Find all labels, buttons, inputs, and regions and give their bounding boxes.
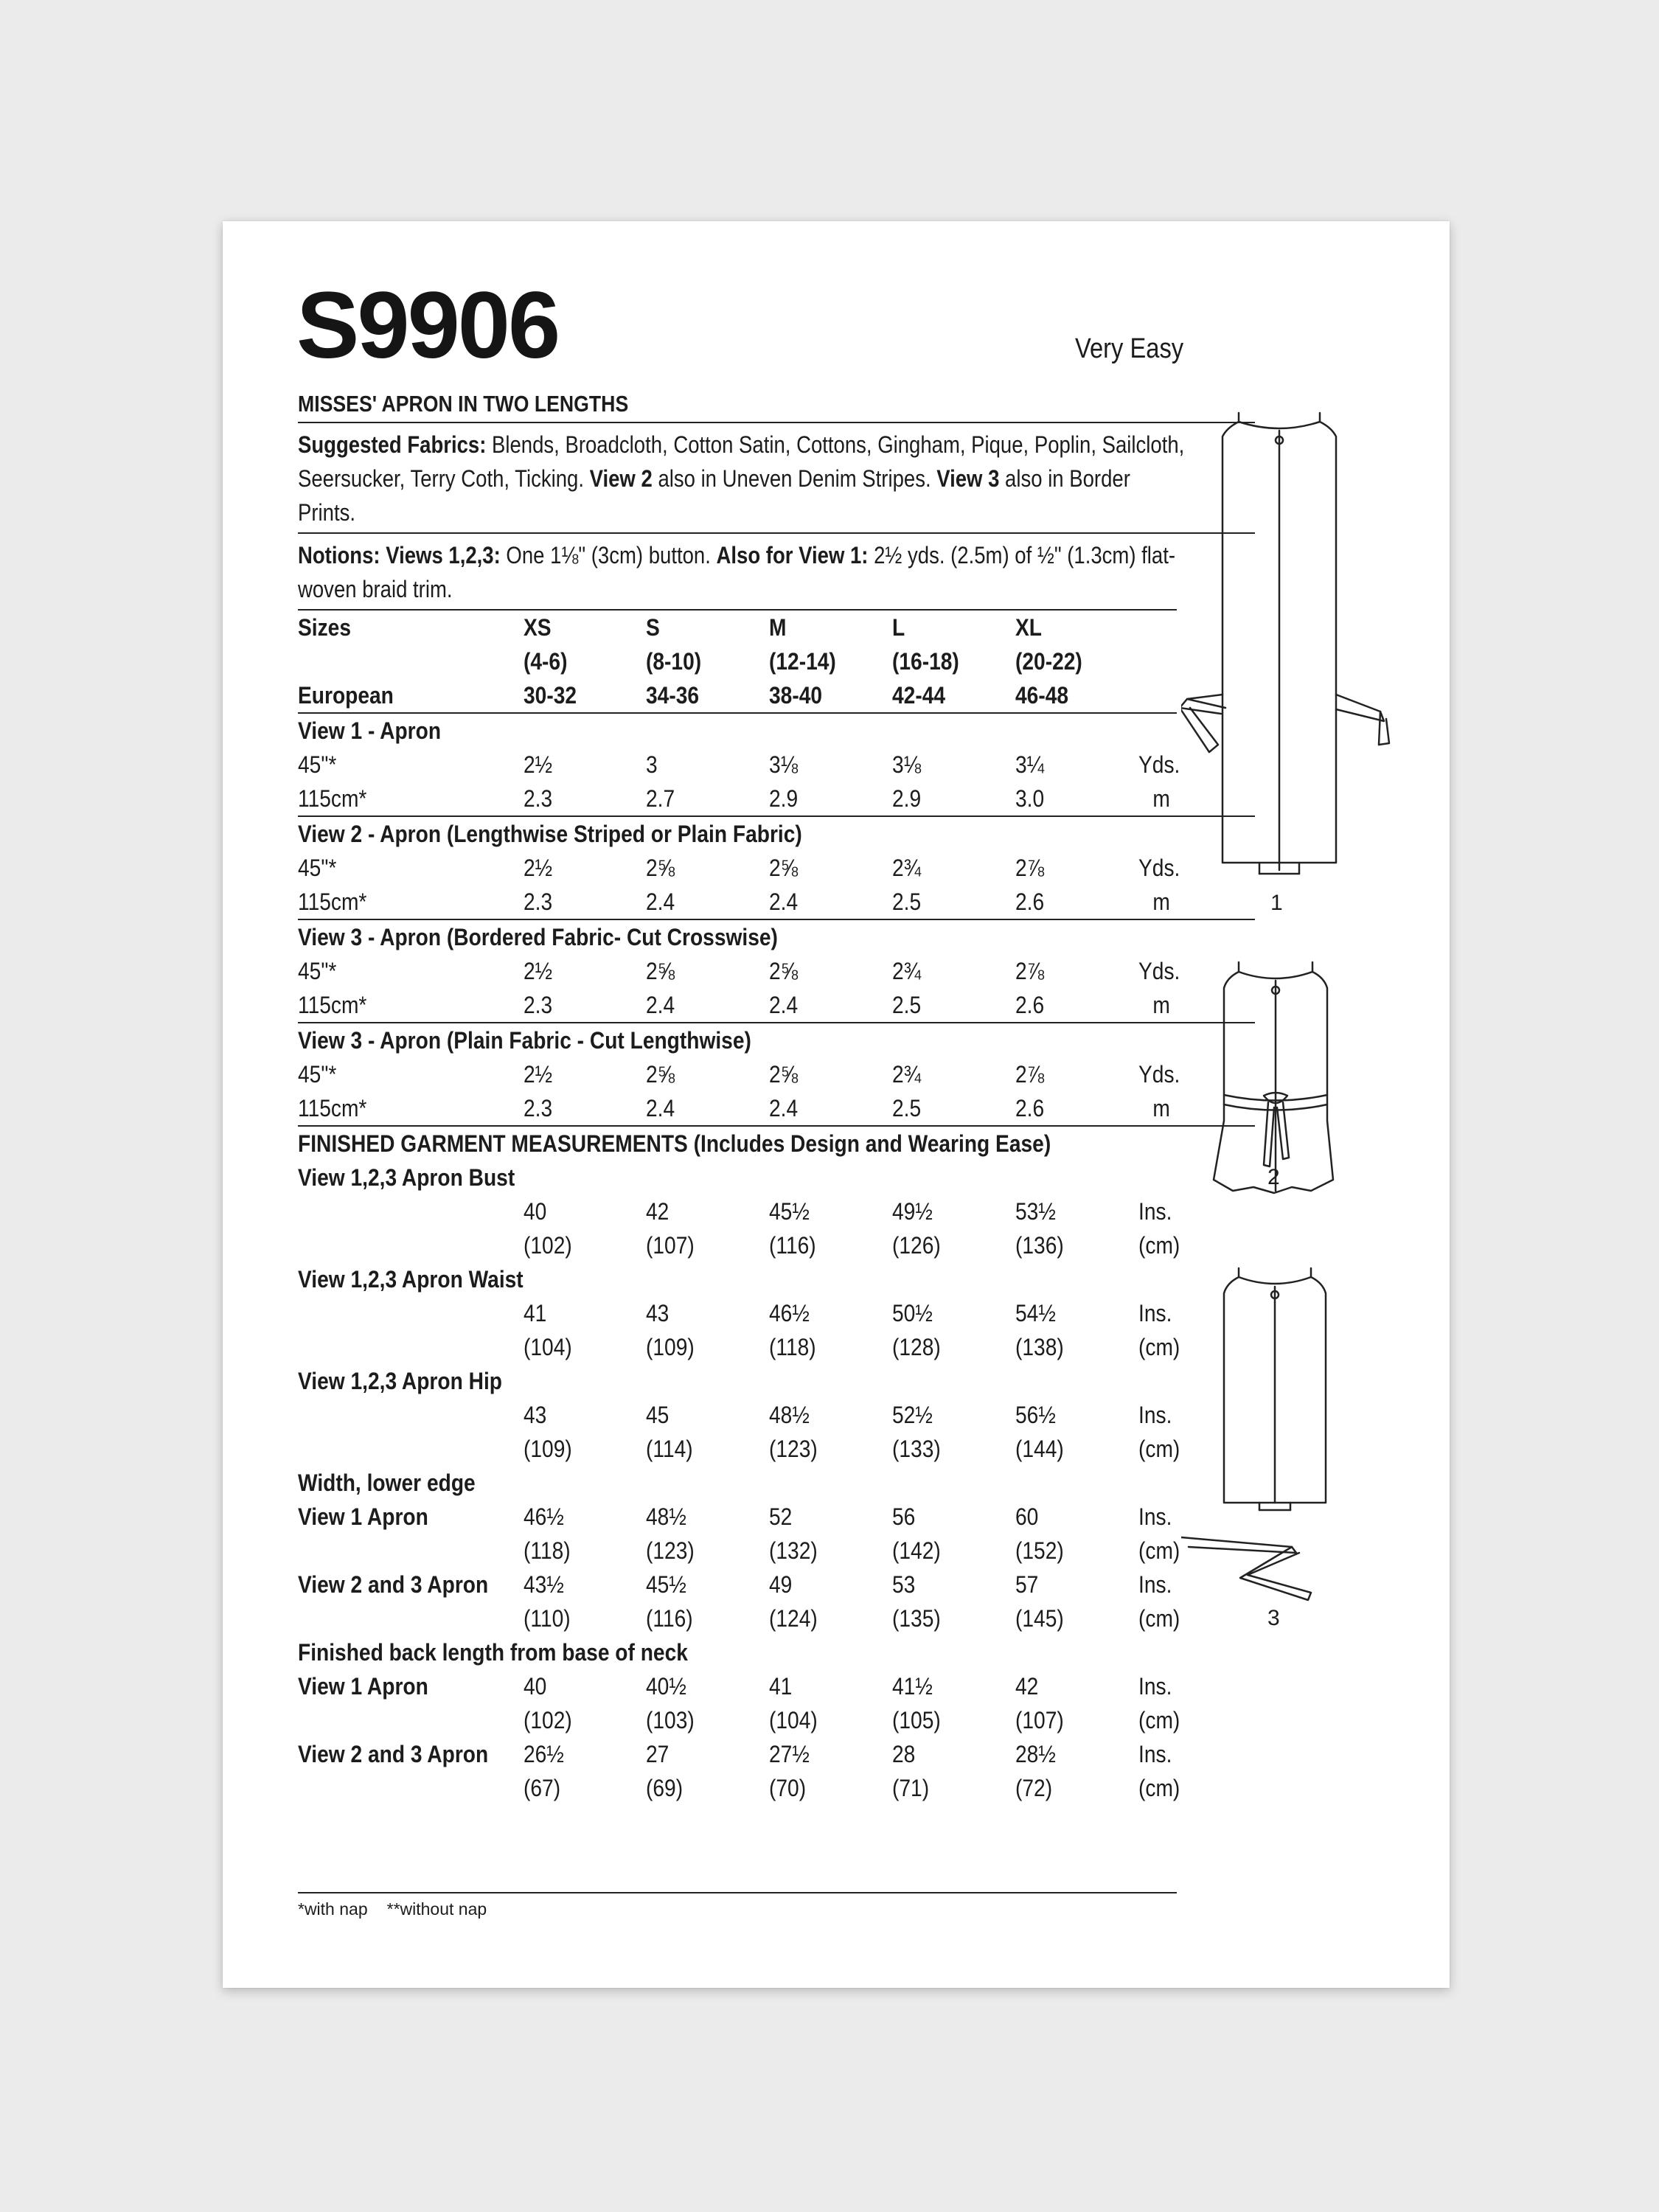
size-range: (12-14) xyxy=(769,648,837,675)
divider xyxy=(298,532,1255,534)
size-range: (8-10) xyxy=(646,648,702,675)
size-range: (20-22) xyxy=(1015,648,1082,675)
size-range: (4-6) xyxy=(523,648,567,675)
fabrics-text: Blends, Broadcloth, Cotton Satin, Cottons, Gingham, Pique, Poplin, Sailcloth, Seersucker, Terry Coth, Ticking. xyxy=(298,431,1185,492)
fabric-width-label: 45"* xyxy=(298,751,337,778)
fabric-width-label: 115cm* xyxy=(298,785,367,812)
view-illustrations xyxy=(1181,398,1447,1652)
view1-drawing xyxy=(1181,413,1389,874)
unit-label: Ins. xyxy=(1138,1198,1172,1225)
unit-label: Ins. xyxy=(1138,1741,1172,1767)
european-size: 34-36 xyxy=(646,682,700,709)
yardage-row: 45"* 2½ 2⅝ 2⅝ 2¾ 2⅞ Yds. xyxy=(298,851,1255,885)
fabrics-view2-label: View 2 xyxy=(589,465,653,492)
fabric-width-label: 115cm* xyxy=(298,1095,367,1121)
unit-label: Yds. xyxy=(1138,855,1180,881)
measurement-cm-row: (102) (103) (104) (105) (107) (cm) xyxy=(298,1703,1255,1737)
measurement-ins-row: 41 43 46½ 50½ 54½ Ins. xyxy=(298,1296,1255,1330)
unit-label: (cm) xyxy=(1138,1537,1180,1564)
yardage-section-title: View 2 - Apron (Lengthwise Striped or Plain Fabric) xyxy=(298,821,802,847)
size-l: L xyxy=(892,614,905,641)
unit-label: Ins. xyxy=(1138,1571,1172,1598)
unit-label: Ins. xyxy=(1138,1503,1172,1530)
unit-label: Ins. xyxy=(1138,1402,1172,1428)
fabric-width-label: 45"* xyxy=(298,855,337,881)
view-number-2: 2 xyxy=(1267,1165,1280,1189)
measurement-ins-row: View 1 Apron 46½ 48½ 52 56 60 Ins. xyxy=(298,1500,1255,1534)
european-row xyxy=(298,678,1255,712)
unit-label: Ins. xyxy=(1138,1300,1172,1326)
measurement-ins-row: 43 45 48½ 52½ 56½ Ins. xyxy=(298,1398,1255,1432)
view-number-3: 3 xyxy=(1267,1606,1280,1630)
yardage-row: 45"* 2½ 2⅝ 2⅝ 2¾ 2⅞ Yds. xyxy=(298,1057,1255,1091)
size-range: (16-18) xyxy=(892,648,960,675)
unit-label: (cm) xyxy=(1138,1334,1180,1360)
fabrics-view3-label: View 3 xyxy=(936,465,1000,492)
yardage-row: 45"* 2½ 3 3⅛ 3⅛ 3¼ Yds. xyxy=(298,748,1255,782)
fabric-width-label: 45"* xyxy=(298,958,337,984)
measurement-cm-row: (110) (116) (124) (135) (145) (cm) xyxy=(298,1601,1255,1635)
yardage-row: 115cm* 2.3 2.7 2.9 2.9 3.0 m xyxy=(298,782,1255,816)
measurement-label-row: View 1,2,3 Apron Bust xyxy=(298,1164,515,1191)
suggested-fabrics xyxy=(298,428,1192,529)
size-m: M xyxy=(769,614,787,641)
difficulty-label: Very Easy xyxy=(1075,333,1184,364)
unit-label: m xyxy=(1152,992,1170,1018)
unit-label: Yds. xyxy=(1138,751,1180,778)
measurement-label-row: View 1,2,3 Apron Waist xyxy=(298,1266,524,1293)
yardage-table xyxy=(298,714,1255,1127)
unit-label: (cm) xyxy=(1138,1436,1180,1462)
divider xyxy=(298,422,1255,423)
measurement-ins-row: View 2 and 3 Apron 26½ 27 27½ 28 28½ Ins. xyxy=(298,1737,1255,1771)
sizes-row xyxy=(298,611,1255,644)
yardage-section-title: View 3 - Apron (Plain Fabric - Cut Lengthwise) xyxy=(298,1027,751,1054)
footer-divider xyxy=(298,1892,1177,1893)
yardage-section-title: View 1 - Apron xyxy=(298,717,442,744)
unit-label: (cm) xyxy=(1138,1707,1180,1733)
notions-label: Notions: Views 1,2,3: xyxy=(298,542,501,568)
yardage-row: 115cm* 2.3 2.4 2.4 2.5 2.6 m xyxy=(298,988,1255,1023)
notions xyxy=(298,538,1192,606)
european-size: 38-40 xyxy=(769,682,823,709)
footnotes xyxy=(298,1899,506,1919)
info-block xyxy=(298,386,1121,422)
european-label: European xyxy=(298,682,394,709)
pattern-envelope-back xyxy=(223,221,1450,1988)
yardage-row: 115cm* 2.3 2.4 2.4 2.5 2.6 m xyxy=(298,885,1255,919)
measurement-label-row: View 1,2,3 Apron Hip xyxy=(298,1368,502,1394)
fabric-width-label: 115cm* xyxy=(298,992,367,1018)
pattern-info xyxy=(298,386,1255,1805)
unit-label: Ins. xyxy=(1138,1673,1172,1700)
european-size: 46-48 xyxy=(1015,682,1069,709)
pattern-number: S9906 xyxy=(296,273,559,378)
measurement-cm-row: (67) (69) (70) (71) (72) (cm) xyxy=(298,1771,1255,1805)
measurement-cm-row: (104) (109) (118) (128) (138) (cm) xyxy=(298,1330,1255,1364)
measurement-group-title: Finished back length from base of neck xyxy=(298,1639,688,1666)
view-number-1: 1 xyxy=(1270,891,1283,915)
view3-drawing xyxy=(1181,1268,1326,1600)
unit-label: m xyxy=(1152,888,1170,915)
size-range-row xyxy=(298,644,1255,678)
european-size: 30-32 xyxy=(523,682,577,709)
fabric-width-label: 45"* xyxy=(298,1061,337,1088)
unit-label: m xyxy=(1152,1095,1170,1121)
view2-drawing xyxy=(1214,962,1333,1193)
notions-text: One 1⅛" (3cm) button. xyxy=(500,542,717,568)
notions-view1-text: 2½ yds. (2.5m) of ½" (1.3cm) flat-woven braid trim. xyxy=(298,542,1176,602)
measurement-cm-row: (118) (123) (132) (142) (152) (cm) xyxy=(298,1534,1255,1568)
measurement-group-title: Width, lower edge xyxy=(298,1470,476,1496)
fabrics-view2-text: also in Uneven Denim Stripes. xyxy=(652,465,937,492)
european-size: 42-44 xyxy=(892,682,946,709)
unit-label: Yds. xyxy=(1138,958,1180,984)
size-s: S xyxy=(646,614,661,641)
size-xl: XL xyxy=(1015,614,1043,641)
measurements-title: FINISHED GARMENT MEASUREMENTS (Includes Design and Wearing Ease) xyxy=(298,1130,1051,1157)
unit-label: m xyxy=(1152,785,1170,812)
unit-label: (cm) xyxy=(1138,1232,1180,1259)
sizes-label: Sizes xyxy=(298,614,352,641)
footnote-with-nap: *with nap xyxy=(298,1899,368,1919)
unit-label: (cm) xyxy=(1138,1605,1180,1632)
measurement-cm-row: (109) (114) (123) (133) (144) (cm) xyxy=(298,1432,1255,1466)
measurement-ins-row: 40 42 45½ 49½ 53½ Ins. xyxy=(298,1194,1255,1228)
unit-label: Yds. xyxy=(1138,1061,1180,1088)
pattern-title: MISSES' APRON IN TWO LENGTHS xyxy=(298,391,629,417)
fabrics-view3-text: also in Border Prints. xyxy=(298,465,1130,526)
fabric-width-label: 115cm* xyxy=(298,888,367,915)
footnote-without-nap: **without nap xyxy=(386,1899,487,1919)
yardage-row: 45"* 2½ 2⅝ 2⅝ 2¾ 2⅞ Yds. xyxy=(298,954,1255,988)
size-xs: XS xyxy=(523,614,552,641)
measurement-cm-row: (102) (107) (116) (126) (136) (cm) xyxy=(298,1228,1255,1262)
notions-view1-label: Also for View 1: xyxy=(716,542,869,568)
yardage-row: 115cm* 2.3 2.4 2.4 2.5 2.6 m xyxy=(298,1091,1255,1126)
measurements-table xyxy=(298,1127,1255,1805)
measurement-ins-row: View 1 Apron 40 40½ 41 41½ 42 Ins. xyxy=(298,1669,1255,1703)
notions-block xyxy=(298,538,1192,606)
fabrics-block xyxy=(298,428,1192,529)
measurement-ins-row: View 2 and 3 Apron 43½ 45½ 49 53 57 Ins. xyxy=(298,1568,1255,1601)
fabrics-label: Suggested Fabrics: xyxy=(298,431,487,458)
yardage-section-title: View 3 - Apron (Bordered Fabric- Cut Crosswise) xyxy=(298,924,778,950)
apron-line-drawings xyxy=(1181,398,1447,1652)
sizes-table xyxy=(298,611,1255,712)
unit-label: (cm) xyxy=(1138,1775,1180,1801)
